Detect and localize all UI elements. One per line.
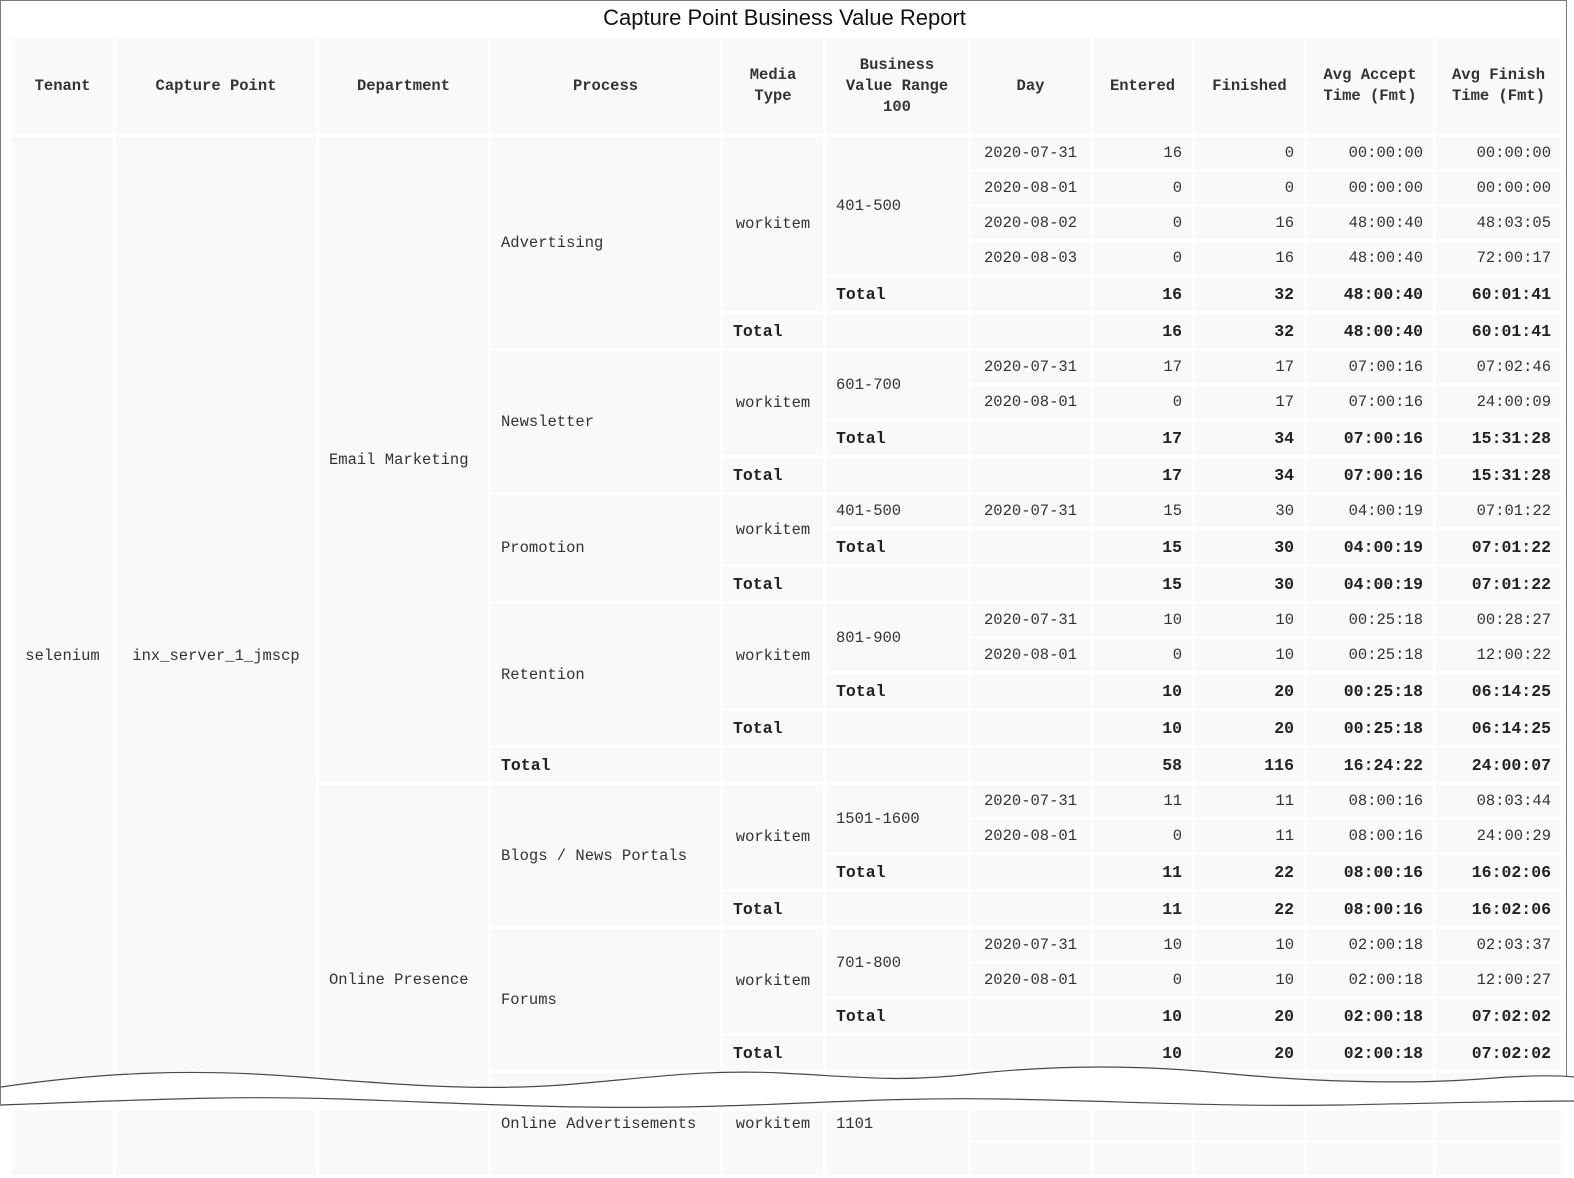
finished-total-cell: 20 bbox=[1195, 999, 1304, 1033]
empty-cell bbox=[971, 1143, 1090, 1175]
header-entered[interactable]: Entered bbox=[1093, 38, 1192, 134]
finished-cell: 10 bbox=[1195, 639, 1304, 671]
entered-cell: 11 bbox=[1093, 785, 1192, 817]
avg-accept-total-cell: 00:25:18 bbox=[1307, 711, 1433, 745]
process-cell: Forums bbox=[491, 929, 720, 1070]
finished-total-cell: 22 bbox=[1195, 855, 1304, 889]
finished-total-cell: 116 bbox=[1195, 748, 1304, 782]
process-cell: Blogs / News Portals bbox=[491, 785, 720, 926]
range-cell: 801-900 bbox=[826, 604, 968, 671]
finished-cell: 11 bbox=[1195, 785, 1304, 817]
range-total-label: Total bbox=[826, 277, 968, 311]
avg-finish-total-cell: 07:02:02 bbox=[1436, 999, 1561, 1033]
empty-cell bbox=[971, 530, 1090, 564]
empty-cell bbox=[971, 1108, 1090, 1140]
empty-cell bbox=[826, 711, 968, 745]
header-department[interactable]: Department bbox=[319, 38, 488, 134]
header-row bbox=[12, 38, 1561, 134]
entered-total-cell: 10 bbox=[1093, 674, 1192, 708]
media-type-cell: workitem bbox=[723, 785, 823, 889]
avg-finish-total-cell: 07:01:22 bbox=[1436, 530, 1561, 564]
avg-accept-total-cell: 07:00:16 bbox=[1307, 421, 1433, 455]
header-avg-finish-time[interactable]: Avg Finish Time (Fmt) bbox=[1436, 38, 1561, 134]
media-total-label: Total bbox=[723, 567, 823, 601]
day-cell: 2020-08-01 bbox=[971, 820, 1090, 852]
entered-cell: 0 bbox=[1093, 207, 1192, 239]
avg-finish-total-cell: 15:31:28 bbox=[1436, 458, 1561, 492]
day-cell: 2020-07-31 bbox=[971, 137, 1090, 169]
avg-finish-cell: 00:00:00 bbox=[1436, 137, 1561, 169]
avg-accept-cell: 48:00:40 bbox=[1307, 242, 1433, 274]
process-cell: Advertising bbox=[491, 137, 720, 348]
media-type-cell: workitem bbox=[723, 137, 823, 311]
process-cell: Retention bbox=[491, 604, 720, 745]
avg-accept-total-cell: 02:00:18 bbox=[1307, 999, 1433, 1033]
entered-total-cell: 11 bbox=[1093, 892, 1192, 926]
finished-total-cell: 20 bbox=[1195, 674, 1304, 708]
avg-accept-total-cell: 48:00:40 bbox=[1307, 277, 1433, 311]
entered-total-cell: 16 bbox=[1093, 314, 1192, 348]
finished-total-cell: 30 bbox=[1195, 530, 1304, 564]
empty-cell bbox=[826, 567, 968, 601]
empty-cell bbox=[1093, 1143, 1192, 1175]
avg-finish-total-cell: 16:02:06 bbox=[1436, 855, 1561, 889]
finished-total-cell: 22 bbox=[1195, 892, 1304, 926]
entered-total-cell: 10 bbox=[1093, 1036, 1192, 1070]
entered-total-cell: 16 bbox=[1093, 277, 1192, 311]
avg-finish-total-cell: 60:01:41 bbox=[1436, 314, 1561, 348]
entered-cell: 17 bbox=[1093, 351, 1192, 383]
empty-cell bbox=[971, 314, 1090, 348]
entered-cell: 0 bbox=[1093, 386, 1192, 418]
avg-accept-cell: 00:00:00 bbox=[1307, 172, 1433, 204]
avg-finish-cell: 24:00:29 bbox=[1436, 820, 1561, 852]
avg-accept-cell: 02:00:18 bbox=[1307, 964, 1433, 996]
finished-cell: 0 bbox=[1195, 172, 1304, 204]
entered-cell: 16 bbox=[1093, 137, 1192, 169]
avg-accept-cell: 02:00:18 bbox=[1307, 929, 1433, 961]
table-row bbox=[12, 137, 1561, 169]
avg-finish-cell: 00:28:27 bbox=[1436, 604, 1561, 636]
empty-cell bbox=[826, 458, 968, 492]
header-process[interactable]: Process bbox=[491, 38, 720, 134]
avg-accept-total-cell: 00:25:18 bbox=[1307, 674, 1433, 708]
avg-accept-cell: 08:00:16 bbox=[1307, 820, 1433, 852]
avg-accept-cell: 48:00:40 bbox=[1307, 207, 1433, 239]
avg-accept-cell: 07:00:16 bbox=[1307, 351, 1433, 383]
entered-total-cell: 10 bbox=[1093, 711, 1192, 745]
finished-cell: 0 bbox=[1195, 137, 1304, 169]
entered-cell: 0 bbox=[1093, 964, 1192, 996]
avg-finish-total-cell: 24:00:07 bbox=[1436, 748, 1561, 782]
header-day[interactable]: Day bbox=[971, 38, 1090, 134]
range-cell: 701-800 bbox=[826, 929, 968, 996]
avg-accept-total-cell: 04:00:19 bbox=[1307, 530, 1433, 564]
finished-cell: 11 bbox=[1195, 820, 1304, 852]
avg-accept-cell: 00:00:00 bbox=[1307, 137, 1433, 169]
range-cell: 401-500 bbox=[826, 137, 968, 274]
empty-cell bbox=[971, 999, 1090, 1033]
avg-finish-cell: 72:00:17 bbox=[1436, 242, 1561, 274]
day-cell: 2020-08-01 bbox=[971, 172, 1090, 204]
empty-cell bbox=[1436, 1143, 1561, 1175]
day-cell: 2020-07-31 bbox=[971, 929, 1090, 961]
media-type-cell: workitem bbox=[723, 929, 823, 1033]
finished-total-cell: 32 bbox=[1195, 277, 1304, 311]
avg-finish-cell: 07:02:46 bbox=[1436, 351, 1561, 383]
empty-cell bbox=[826, 892, 968, 926]
entered-total-cell: 11 bbox=[1093, 855, 1192, 889]
entered-cell: 0 bbox=[1093, 242, 1192, 274]
empty-cell bbox=[971, 458, 1090, 492]
avg-finish-total-cell: 16:02:06 bbox=[1436, 892, 1561, 926]
finished-total-cell: 32 bbox=[1195, 314, 1304, 348]
header-media-type[interactable]: Media Type bbox=[723, 38, 823, 134]
day-cell: 2020-08-02 bbox=[971, 207, 1090, 239]
finished-total-cell: 34 bbox=[1195, 458, 1304, 492]
finished-cell: 10 bbox=[1195, 964, 1304, 996]
media-type-cell: workitem bbox=[723, 351, 823, 455]
day-cell: 2020-07-31 bbox=[971, 495, 1090, 527]
range-total-label: Total bbox=[826, 530, 968, 564]
day-cell: 2020-08-03 bbox=[971, 242, 1090, 274]
empty-cell bbox=[971, 855, 1090, 889]
empty-cell bbox=[826, 748, 968, 782]
avg-finish-cell: 07:01:22 bbox=[1436, 495, 1561, 527]
range-cell: 1101 bbox=[826, 1073, 968, 1175]
day-cell: 2020-08-01 bbox=[971, 639, 1090, 671]
department-cell: Online Presence bbox=[319, 785, 488, 1175]
process-cell: Promotion bbox=[491, 495, 720, 601]
avg-accept-total-cell: 02:00:18 bbox=[1307, 1036, 1433, 1070]
header-tenant[interactable]: Tenant bbox=[12, 38, 113, 134]
range-cell: 401-500 bbox=[826, 495, 968, 527]
entered-cell: 10 bbox=[1093, 929, 1192, 961]
empty-cell bbox=[971, 674, 1090, 708]
avg-accept-total-cell: 04:00:19 bbox=[1307, 567, 1433, 601]
empty-cell bbox=[723, 748, 823, 782]
empty-cell bbox=[1195, 1108, 1304, 1140]
avg-accept-total-cell: 16:24:22 bbox=[1307, 748, 1433, 782]
header-capture-point[interactable]: Capture Point bbox=[116, 38, 316, 134]
entered-total-cell: 15 bbox=[1093, 567, 1192, 601]
finished-cell: 10 bbox=[1195, 929, 1304, 961]
process-cell: Newsletter bbox=[491, 351, 720, 492]
range-cell: 1501-1600 bbox=[826, 785, 968, 852]
finished-total-cell: 20 bbox=[1195, 711, 1304, 745]
avg-finish-total-cell: 07:02:02 bbox=[1436, 1036, 1561, 1070]
finished-cell: 16 bbox=[1195, 207, 1304, 239]
finished-cell: 30 bbox=[1195, 495, 1304, 527]
entered-total-cell: 10 bbox=[1093, 999, 1192, 1033]
entered-total-cell: 17 bbox=[1093, 421, 1192, 455]
finished-cell: 17 bbox=[1195, 351, 1304, 383]
empty-cell bbox=[1195, 1143, 1304, 1175]
day-cell: 2020-07-31 bbox=[971, 351, 1090, 383]
media-total-label: Total bbox=[723, 892, 823, 926]
process-total-label: Total bbox=[491, 748, 720, 782]
tenant-cell: selenium bbox=[12, 137, 113, 1175]
empty-cell bbox=[1093, 1108, 1192, 1140]
header-business-value-range[interactable]: Business Value Range 100 bbox=[826, 38, 968, 134]
empty-cell bbox=[971, 277, 1090, 311]
capture-point-cell: inx_server_1_jmscp bbox=[116, 137, 316, 1175]
empty-cell bbox=[971, 567, 1090, 601]
avg-finish-cell: 48:03:05 bbox=[1436, 207, 1561, 239]
avg-accept-cell: 08:00:16 bbox=[1307, 785, 1433, 817]
day-cell: 2020-07-31 bbox=[971, 604, 1090, 636]
finished-cell: 17 bbox=[1195, 386, 1304, 418]
avg-finish-cell: 24:00:09 bbox=[1436, 386, 1561, 418]
finished-total-cell: 30 bbox=[1195, 567, 1304, 601]
header-finished[interactable]: Finished bbox=[1195, 38, 1304, 134]
empty-cell bbox=[826, 314, 968, 348]
empty-cell bbox=[1436, 1108, 1561, 1140]
report-table bbox=[9, 35, 1564, 1178]
avg-finish-cell: 02:03:37 bbox=[1436, 929, 1561, 961]
empty-cell bbox=[971, 748, 1090, 782]
range-total-label: Total bbox=[826, 999, 968, 1033]
range-total-label: Total bbox=[826, 421, 968, 455]
avg-accept-cell: 00:25:18 bbox=[1307, 604, 1433, 636]
avg-finish-cell: 00:00:00 bbox=[1436, 172, 1561, 204]
entered-total-cell: 15 bbox=[1093, 530, 1192, 564]
empty-cell bbox=[1307, 1108, 1433, 1140]
range-cell: 601-700 bbox=[826, 351, 968, 418]
avg-accept-cell: 04:00:19 bbox=[1307, 495, 1433, 527]
media-total-label: Total bbox=[723, 314, 823, 348]
day-cell: 2020-08-01 bbox=[971, 964, 1090, 996]
process-cell: Online Advertisements bbox=[491, 1073, 720, 1175]
media-type-cell: workitem bbox=[723, 604, 823, 708]
entered-cell: 0 bbox=[1093, 639, 1192, 671]
media-total-label: Total bbox=[723, 458, 823, 492]
entered-cell: 0 bbox=[1093, 820, 1192, 852]
avg-accept-total-cell: 07:00:16 bbox=[1307, 458, 1433, 492]
avg-accept-total-cell: 08:00:16 bbox=[1307, 855, 1433, 889]
media-type-cell: workitem bbox=[723, 495, 823, 564]
range-total-label: Total bbox=[826, 855, 968, 889]
finished-cell: 10 bbox=[1195, 604, 1304, 636]
avg-finish-total-cell: 60:01:41 bbox=[1436, 277, 1561, 311]
empty-cell bbox=[1307, 1143, 1433, 1175]
avg-accept-total-cell: 08:00:16 bbox=[1307, 892, 1433, 926]
empty-cell bbox=[971, 892, 1090, 926]
entered-total-cell: 58 bbox=[1093, 748, 1192, 782]
entered-cell: 10 bbox=[1093, 604, 1192, 636]
media-total-label: Total bbox=[723, 711, 823, 745]
avg-finish-total-cell: 07:01:22 bbox=[1436, 567, 1561, 601]
media-type-cell: workitem bbox=[723, 1073, 823, 1175]
avg-finish-total-cell: 06:14:25 bbox=[1436, 711, 1561, 745]
avg-accept-total-cell: 48:00:40 bbox=[1307, 314, 1433, 348]
avg-finish-cell: 08:03:44 bbox=[1436, 785, 1561, 817]
empty-cell bbox=[971, 711, 1090, 745]
avg-finish-total-cell: 06:14:25 bbox=[1436, 674, 1561, 708]
avg-finish-cell: 12:00:27 bbox=[1436, 964, 1561, 996]
department-cell: Email Marketing bbox=[319, 137, 488, 782]
report-title: Capture Point Business Value Report bbox=[603, 5, 966, 30]
finished-total-cell: 20 bbox=[1195, 1036, 1304, 1070]
avg-accept-cell: 00:25:18 bbox=[1307, 639, 1433, 671]
media-total-label: Total bbox=[723, 1036, 823, 1070]
day-cell: 2020-07-31 bbox=[971, 785, 1090, 817]
entered-cell: 15 bbox=[1093, 495, 1192, 527]
avg-finish-total-cell: 15:31:28 bbox=[1436, 421, 1561, 455]
avg-finish-cell: 12:00:22 bbox=[1436, 639, 1561, 671]
entered-total-cell: 17 bbox=[1093, 458, 1192, 492]
torn-edge-overlay bbox=[1, 1061, 1574, 1111]
finished-cell: 16 bbox=[1195, 242, 1304, 274]
entered-cell: 0 bbox=[1093, 172, 1192, 204]
header-avg-accept-time[interactable]: Avg Accept Time (Fmt) bbox=[1307, 38, 1433, 134]
avg-accept-cell: 07:00:16 bbox=[1307, 386, 1433, 418]
range-total-label: Total bbox=[826, 674, 968, 708]
empty-cell bbox=[971, 421, 1090, 455]
finished-total-cell: 34 bbox=[1195, 421, 1304, 455]
day-cell: 2020-08-01 bbox=[971, 386, 1090, 418]
